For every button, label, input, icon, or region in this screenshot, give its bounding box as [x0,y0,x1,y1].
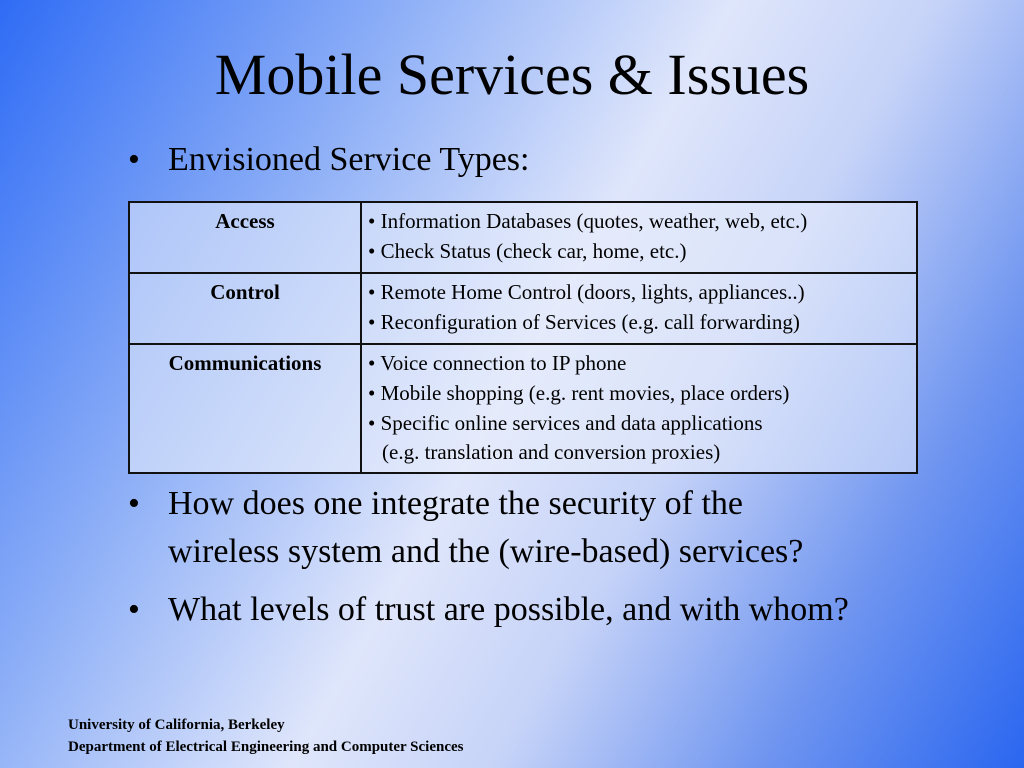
bullet-dot-icon: • [128,141,140,178]
list-item [368,307,910,337]
list-item [368,277,910,307]
service-items-cell [361,202,917,273]
item-dot-icon: • [368,280,376,304]
table-row [129,273,917,344]
list-item-continuation: (e.g. translation and conversion proxies) [382,440,721,464]
category-communications: Communications [129,344,361,473]
footer-department: Department of Electrical Engineering and Computer Sciences [68,739,464,755]
bullet-text: What levels of trust are possible, and with whom? [168,591,849,628]
list-item [368,378,910,408]
bullet-dot-icon: • [128,485,140,522]
footer [68,714,464,758]
table-row [129,344,917,473]
service-types-table [128,201,918,474]
list-item-text: Information Databases (quotes, weather, web, etc.) [380,209,808,233]
item-dot-icon: • [368,209,376,233]
bullet-text-line: How does one integrate the security of the [168,485,743,522]
category-control: Control [129,273,361,344]
slide-title: Mobile Services & Issues [214,42,810,107]
bullet-dot-icon: • [128,591,140,628]
item-dot-icon: • [368,381,376,405]
bullet-security-integration [128,480,948,576]
category-access: Access [129,202,361,273]
item-dot-icon: • [368,310,376,334]
list-item [368,206,910,236]
list-item-text: Voice connection to IP phone [380,351,627,375]
list-item [368,408,910,438]
table-row [129,202,917,273]
bullet-text-line: wireless system and the (wire-based) services? [168,533,804,570]
service-items-cell [361,273,917,344]
bullet-trust-levels [128,586,988,634]
list-item-text: Check Status (check car, home, etc.) [380,239,687,263]
item-dot-icon: • [368,239,376,263]
list-item-text: Specific online services and data applications [380,411,763,435]
item-dot-icon: • [368,411,376,435]
footer-university: University of California, Berkeley [68,717,285,733]
bullet-envisioned-service-types [128,136,828,184]
list-item-text: Reconfiguration of Services (e.g. call forwarding) [380,310,800,334]
list-item [368,348,910,378]
list-item [368,236,910,266]
service-items-cell [361,344,917,473]
list-item-text: Remote Home Control (doors, lights, appliances..) [380,280,805,304]
item-dot-icon: • [368,351,376,375]
bullet-text: Envisioned Service Types: [168,141,530,178]
list-item-text: Mobile shopping (e.g. rent movies, place orders) [380,381,790,405]
